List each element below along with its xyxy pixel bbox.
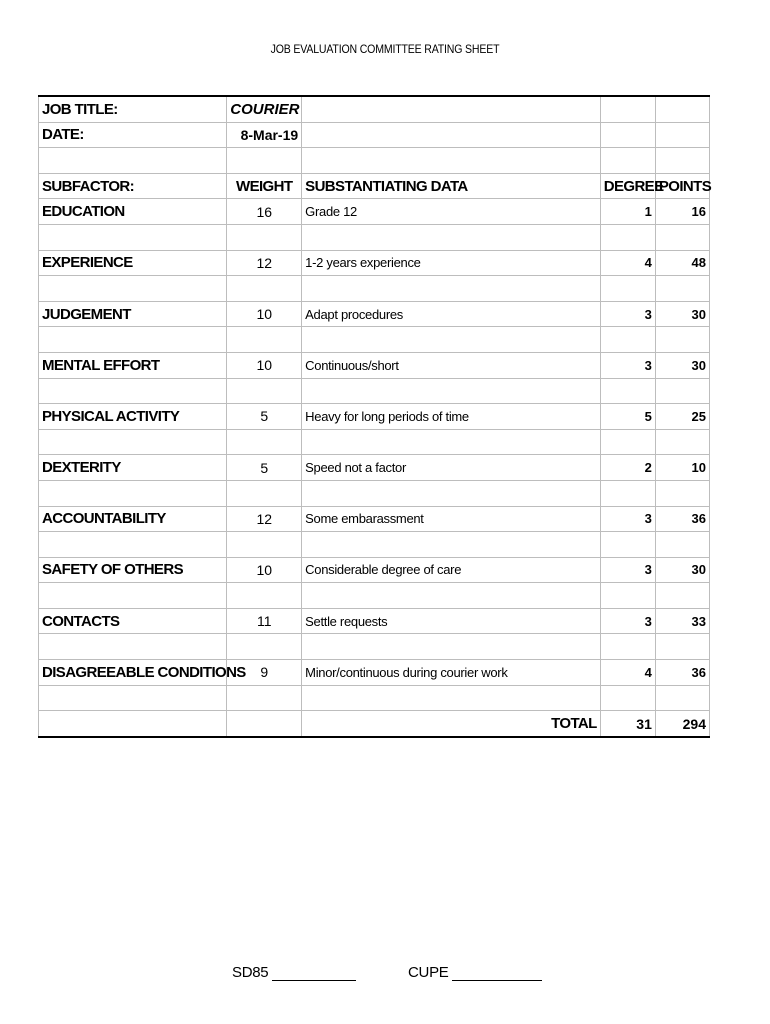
spacer-row bbox=[39, 276, 710, 302]
points-cell: 30 bbox=[655, 301, 709, 327]
header-substantiating-data: SUBSTANTIATING DATA bbox=[302, 173, 601, 199]
substantiating-data-cell: Adapt procedures bbox=[302, 301, 601, 327]
cupe-signature bbox=[408, 964, 542, 981]
spacer-row bbox=[39, 429, 710, 455]
degree-cell: 3 bbox=[600, 352, 655, 378]
spacer-row bbox=[39, 327, 710, 353]
weight-cell: 12 bbox=[227, 250, 302, 276]
date-value: 8-Mar-19 bbox=[227, 122, 302, 148]
degree-cell: 3 bbox=[600, 506, 655, 532]
table-row bbox=[39, 506, 710, 532]
subfactor-cell: PHYSICAL ACTIVITY bbox=[39, 404, 227, 430]
substantiating-data-cell: Minor/continuous during courier work bbox=[302, 660, 601, 686]
table-row bbox=[39, 352, 710, 378]
job-title-value: COURIER bbox=[227, 96, 302, 122]
degree-cell: 4 bbox=[600, 250, 655, 276]
degree-cell: 1 bbox=[600, 199, 655, 225]
job-title-label: JOB TITLE: bbox=[39, 96, 227, 122]
substantiating-data-cell: Speed not a factor bbox=[302, 455, 601, 481]
substantiating-data-cell: 1-2 years experience bbox=[302, 250, 601, 276]
subfactor-cell: DISAGREEABLE CONDITIONS bbox=[39, 660, 227, 686]
date-row bbox=[39, 122, 710, 148]
degree-cell: 3 bbox=[600, 608, 655, 634]
header-row bbox=[39, 173, 710, 199]
weight-cell: 12 bbox=[227, 506, 302, 532]
subfactor-cell: ACCOUNTABILITY bbox=[39, 506, 227, 532]
table-row bbox=[39, 608, 710, 634]
points-cell: 30 bbox=[655, 557, 709, 583]
weight-cell: 9 bbox=[227, 660, 302, 686]
sd85-signature bbox=[232, 964, 356, 981]
points-cell: 30 bbox=[655, 352, 709, 378]
substantiating-data-cell: Heavy for long periods of time bbox=[302, 404, 601, 430]
weight-cell: 11 bbox=[227, 608, 302, 634]
total-degree: 31 bbox=[600, 711, 655, 737]
substantiating-data-cell: Considerable degree of care bbox=[302, 557, 601, 583]
degree-cell: 5 bbox=[600, 404, 655, 430]
substantiating-data-cell: Settle requests bbox=[302, 608, 601, 634]
substantiating-data-cell: Continuous/short bbox=[302, 352, 601, 378]
header-points: POINTS bbox=[655, 173, 709, 199]
weight-cell: 10 bbox=[227, 352, 302, 378]
table-row bbox=[39, 199, 710, 225]
subfactor-cell: JUDGEMENT bbox=[39, 301, 227, 327]
points-cell: 36 bbox=[655, 506, 709, 532]
job-title-row bbox=[39, 96, 710, 122]
substantiating-data-cell: Grade 12 bbox=[302, 199, 601, 225]
date-label: DATE: bbox=[39, 122, 227, 148]
cupe-label: CUPE bbox=[408, 964, 449, 981]
total-label: TOTAL bbox=[302, 711, 601, 737]
table-row bbox=[39, 404, 710, 430]
header-degree: DEGREE bbox=[600, 173, 655, 199]
subfactor-cell: SAFETY OF OTHERS bbox=[39, 557, 227, 583]
sd85-signature-line[interactable] bbox=[272, 966, 356, 981]
spacer-row bbox=[39, 378, 710, 404]
spacer-row bbox=[39, 532, 710, 558]
points-cell: 33 bbox=[655, 608, 709, 634]
degree-cell: 3 bbox=[600, 557, 655, 583]
weight-cell: 10 bbox=[227, 301, 302, 327]
points-cell: 25 bbox=[655, 404, 709, 430]
weight-cell: 5 bbox=[227, 404, 302, 430]
document-title: JOB EVALUATION COMMITTEE RATING SHEET bbox=[270, 42, 500, 56]
table-row bbox=[39, 660, 710, 686]
cupe-signature-line[interactable] bbox=[452, 966, 542, 981]
rating-table bbox=[38, 95, 710, 738]
points-cell: 36 bbox=[655, 660, 709, 686]
table-row bbox=[39, 250, 710, 276]
weight-cell: 16 bbox=[227, 199, 302, 225]
table-row bbox=[39, 301, 710, 327]
table-row bbox=[39, 455, 710, 481]
subfactor-cell: CONTACTS bbox=[39, 608, 227, 634]
points-cell: 48 bbox=[655, 250, 709, 276]
points-cell: 10 bbox=[655, 455, 709, 481]
header-weight: WEIGHT bbox=[227, 173, 302, 199]
weight-cell: 5 bbox=[227, 455, 302, 481]
degree-cell: 2 bbox=[600, 455, 655, 481]
subfactor-cell: EXPERIENCE bbox=[39, 250, 227, 276]
degree-cell: 3 bbox=[600, 301, 655, 327]
spacer-row bbox=[39, 634, 710, 660]
table-row bbox=[39, 557, 710, 583]
spacer-row bbox=[39, 148, 710, 174]
total-points: 294 bbox=[655, 711, 709, 737]
points-cell: 16 bbox=[655, 199, 709, 225]
header-subfactor: SUBFACTOR: bbox=[39, 173, 227, 199]
spacer-row bbox=[39, 224, 710, 250]
spacer-row bbox=[39, 583, 710, 609]
subfactor-cell: EDUCATION bbox=[39, 199, 227, 225]
spacer-row bbox=[39, 480, 710, 506]
weight-cell: 10 bbox=[227, 557, 302, 583]
subfactor-cell: DEXTERITY bbox=[39, 455, 227, 481]
substantiating-data-cell: Some embarassment bbox=[302, 506, 601, 532]
degree-cell: 4 bbox=[600, 660, 655, 686]
spacer-row bbox=[39, 685, 710, 711]
total-row bbox=[39, 711, 710, 737]
subfactor-cell: MENTAL EFFORT bbox=[39, 352, 227, 378]
sd85-label: SD85 bbox=[232, 964, 269, 981]
